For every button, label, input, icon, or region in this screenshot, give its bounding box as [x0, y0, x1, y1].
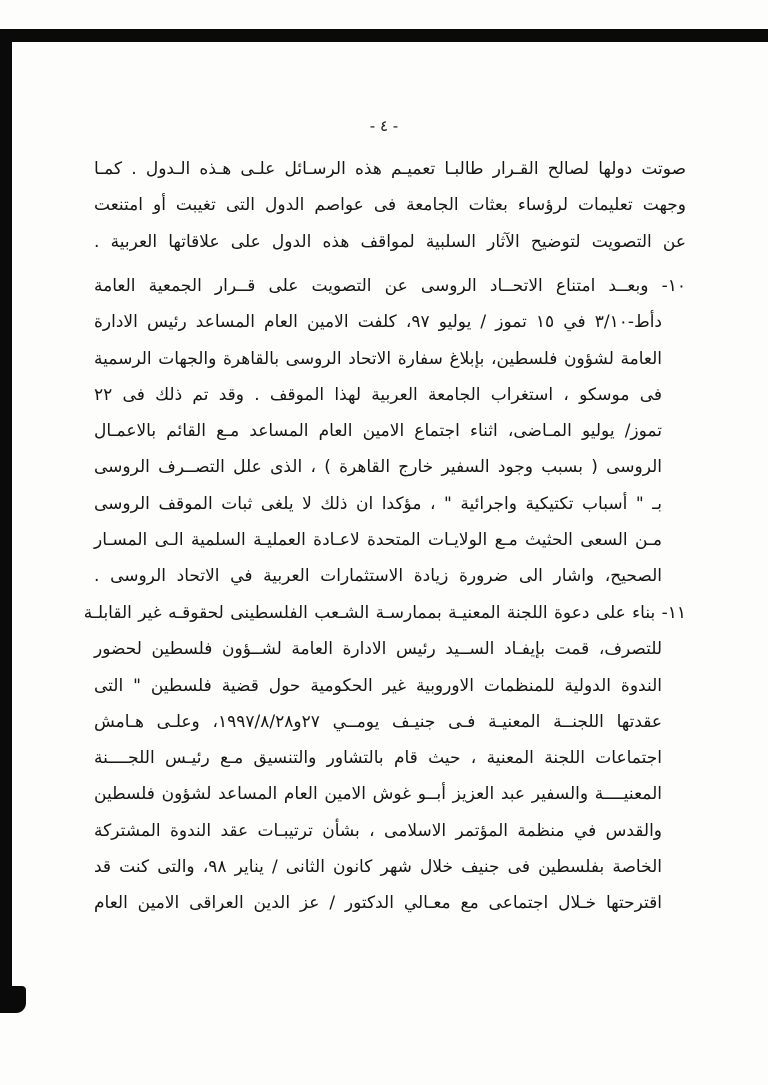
text-line: وجهت تعليمات لرؤساء بعثات الجامعة فى عواصم الدول التى تغيبت أو امتنعت	[94, 195, 686, 216]
text-line: اقترحتها خـلال اجتماعى مع معـالي الدكتور / عز الدين العراقى الامين العام	[94, 893, 662, 914]
text-line: العامة لشؤون فلسطين، بإبلاغ سفارة الاتحاد الروسى بالقاهرة والجهات الرسمية	[94, 348, 662, 369]
numbered-item-10	[94, 268, 686, 595]
text-line: دأط-٣/١٠ في ١٥ تموز / يوليو ٩٧، كلفت الامين العام المساعد رئيس الادارة	[94, 312, 662, 333]
text-line: الصحيح، واشار الى ضرورة زيادة الاستثمارات العربية في الاتحاد الروسى .	[94, 566, 662, 587]
numbered-item-11	[83, 595, 686, 922]
intro-paragraph	[94, 151, 686, 260]
text-line: صوتت دولها لصالح القـرار طالبـا تعميـم هذه الرسـائل علـى هـذه الـدول . كمـا	[94, 159, 686, 179]
text-line: والقدس في منظمة المؤتمر الاسلامى ، بشأن ترتيبـات عقد الندوة المشتركة	[94, 820, 662, 841]
scan-artifact-bottom-blob	[0, 986, 26, 1013]
text-line: الخاصة بفلسطين فى جنيف خلال شهر كانون الثانى / يناير ٩٨، والتى كنت قد	[94, 857, 662, 878]
text-line: عقدتها اللجنــة المعنيـة فـى جنيـف يومــي ٢٧و١٩٩٧/٨/٢٨، وعلـى هـامش	[94, 711, 662, 732]
text-line: فى موسكو ، استغراب الجامعة العربية لهذا الموقف . وقد تم ذلك فى ٢٢	[94, 384, 662, 405]
text-line: المعنيــــة والسفير عبد العزيز أبــو غوش الامين العام المساعد لشؤون فلسطين	[94, 784, 662, 805]
text-line: مـن السعى الحثيث مـع الولايـات المتحدة لاعـادة العمليـة السلمية الـى المسـار	[94, 530, 662, 551]
text-line: اجتماعات اللجنة المعنية ، حيث قام بالتشاور والتنسيق مـع رئيـس اللجــــنة	[94, 748, 662, 769]
text-line: ١٠- وبعــد امتناع الاتحــاد الروسى عن التصويت على قــرار الجمعية العامة	[94, 276, 686, 296]
text-line: عن التصويت لتوضيح الآثار السلبية لمواقف هذه الدول على علاقاتها العربية .	[94, 231, 686, 252]
scan-artifact-left-bar	[0, 29, 12, 1001]
text-line: بـ " أسباب تكتيكية واجرائية " ، مؤكدا ان ذلك لا يلغى ثبات الموقف الروسى	[94, 493, 662, 514]
text-line: للتصرف، قمت بإيفـاد الســيد رئيس الادارة العامة لشــؤون فلسطين لحضور	[94, 639, 662, 660]
scan-artifact-top-bar	[0, 29, 768, 42]
page-number: - ٤ -	[369, 117, 399, 135]
text-line: الروسى ( بسبب وجود السفير خارج القاهرة ) ، الذى علل التصــرف الروسى	[94, 457, 662, 478]
text-line: تموز/ يوليو المـاضى، اثناء اجتماع الامين العام المساعد مـع القائم بالاعمـال	[94, 421, 662, 442]
text-line: ١١- بناء على دعوة اللجنة المعنيـة بممارسـة الشـعب الفلسطينى لحقوقـه غير القابلـة	[83, 603, 686, 623]
text-line: الندوة الدولية للمنظمات الاوروبية غير الحكومية حول قضية فلسطين " التى	[94, 675, 662, 696]
